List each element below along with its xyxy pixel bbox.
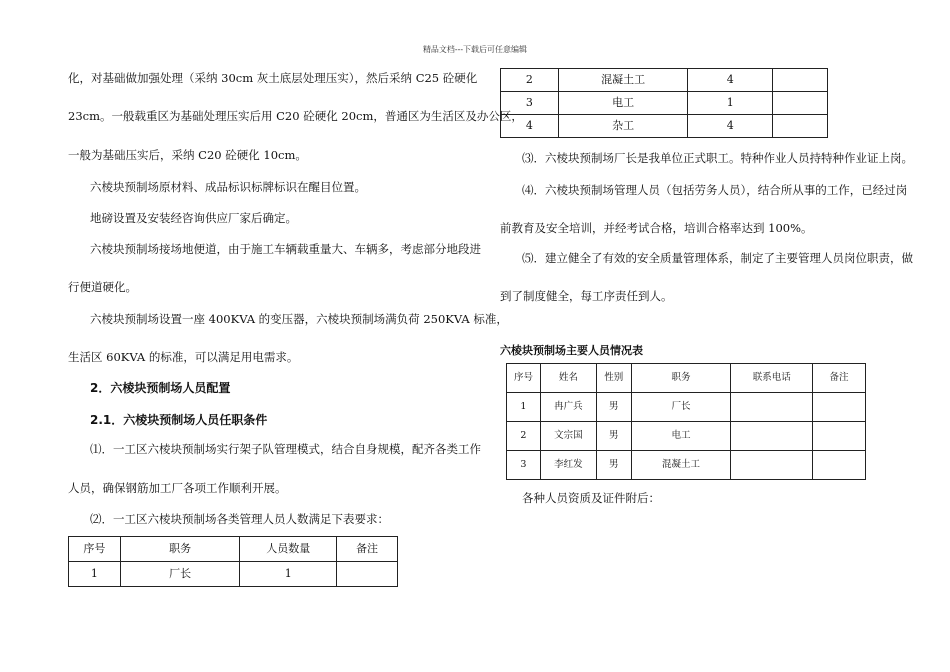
table-row (507, 393, 866, 422)
paragraph-line: 行便道硬化。 (68, 280, 137, 294)
paragraph: ⑶．六棱块预制场厂长是我单位正式职工。特种作业人员持特种作业证上岗。 (522, 151, 913, 165)
paragraph: ⑵．一工区六棱块预制场各类管理人员人数满足下表要求： (90, 512, 389, 526)
table-cell: 1 (507, 393, 541, 422)
table-header-cell: 序号 (69, 537, 121, 562)
table-cell: 李红发 (540, 451, 596, 480)
table-cell: 2 (507, 422, 541, 451)
paragraph-line: 生活区 60KVA 的标准，可以满足用电需求。 (68, 350, 299, 364)
table-cell: 3 (507, 451, 541, 480)
paragraph-line: 23cm。一般载重区为基础处理压实后用 C20 砼硬化 20cm，普通区为生活区及办公区， (68, 109, 523, 123)
table-cell: 男 (596, 393, 631, 422)
table-cell: 1 (69, 562, 121, 587)
table-cell (337, 562, 398, 587)
table-cell (773, 92, 828, 115)
table-header-cell: 联系电话 (731, 364, 813, 393)
paragraph-line: 人员，确保钢筋加工厂各项工作顺利开展。 (68, 481, 287, 495)
table-row (501, 115, 828, 138)
table-cell (773, 69, 828, 92)
table-cell: 厂长 (120, 562, 240, 587)
table-cell: 混凝土工 (631, 451, 731, 480)
paragraph-line: 化，对基础做加强处理（采纳 30cm 灰土底层处理压实），然后采纳 C25 砼硬化 (68, 71, 478, 85)
staff-quota-table (68, 536, 398, 587)
paragraph-line: 六棱块预制场接场地便道，由于施工车辆载重量大、车辆多，考虑部分地段进 (90, 242, 481, 256)
table-row (69, 562, 398, 587)
paragraph-line: 前教育及安全培训，并经考试合格，培训合格率达到 100%。 (500, 221, 813, 235)
table-cell: 3 (501, 92, 559, 115)
table-header-cell: 职务 (631, 364, 731, 393)
table-row (501, 92, 828, 115)
staff-quota-table-continued (500, 68, 828, 138)
paragraph-line: 到了制度健全，每工序责任到人。 (500, 289, 673, 303)
main-staff-table (506, 363, 866, 480)
paragraph-line: 六棱块预制场设置一座 400KVA 的变压器，六棱块预制场满负荷 250KVA 标准， (90, 312, 508, 326)
table-header-cell: 职务 (120, 537, 240, 562)
paragraph-line: ⑴．一工区六棱块预制场实行架子队管理模式，结合自身规模，配齐各类工作 (90, 442, 481, 456)
table-cell: 文宗国 (540, 422, 596, 451)
paragraph-line: 一般为基础压实后，采纳 C20 砼硬化 10cm。 (68, 148, 307, 162)
table-cell (731, 451, 813, 480)
table-cell (731, 422, 813, 451)
section-heading: 2．六棱块预制场人员配置 (90, 381, 231, 395)
table-header-cell: 姓名 (540, 364, 596, 393)
table-cell (731, 393, 813, 422)
table-title: 六棱块预制场主要人员情况表 (500, 344, 643, 357)
table-cell: 混凝土工 (558, 69, 688, 92)
table-cell: 1 (240, 562, 337, 587)
table-cell: 杂工 (558, 115, 688, 138)
table-header-cell: 人员数量 (240, 537, 337, 562)
paragraph: 六棱块预制场原材料、成品标识标牌标识在醒目位置。 (90, 180, 366, 194)
paragraph-line: ⑷．六棱块预制场管理人员（包括劳务人员），结合所从事的工作，已经过岗 (522, 183, 908, 197)
table-cell (813, 422, 866, 451)
table-cell: 男 (596, 451, 631, 480)
table-row (507, 451, 866, 480)
table-header-cell: 性别 (596, 364, 631, 393)
table-header-cell: 备注 (337, 537, 398, 562)
page-header: 精品文档---下载后可任意编辑 (422, 45, 528, 54)
subsection-heading: 2.1．六棱块预制场人员任职条件 (90, 413, 268, 427)
table-cell: 2 (501, 69, 559, 92)
table-cell: 1 (688, 92, 773, 115)
table-cell: 4 (501, 115, 559, 138)
paragraph: 各种人员资质及证件附后： (522, 491, 660, 505)
paragraph-line: ⑸．建立健全了有效的安全质量管理体系，制定了主要管理人员岗位职责，做 (522, 251, 913, 265)
table-header-row (69, 537, 398, 562)
table-cell: 4 (688, 115, 773, 138)
table-cell: 电工 (558, 92, 688, 115)
paragraph: 地磅设置及安装经咨询供应厂家后确定。 (90, 211, 297, 225)
table-header-row (507, 364, 866, 393)
table-row (501, 69, 828, 92)
table-cell (773, 115, 828, 138)
table-cell: 冉广兵 (540, 393, 596, 422)
table-cell: 厂长 (631, 393, 731, 422)
table-cell: 4 (688, 69, 773, 92)
table-cell (813, 393, 866, 422)
table-cell: 电工 (631, 422, 731, 451)
table-cell: 男 (596, 422, 631, 451)
table-cell (813, 451, 866, 480)
table-header-cell: 序号 (507, 364, 541, 393)
table-row (507, 422, 866, 451)
table-header-cell: 备注 (813, 364, 866, 393)
